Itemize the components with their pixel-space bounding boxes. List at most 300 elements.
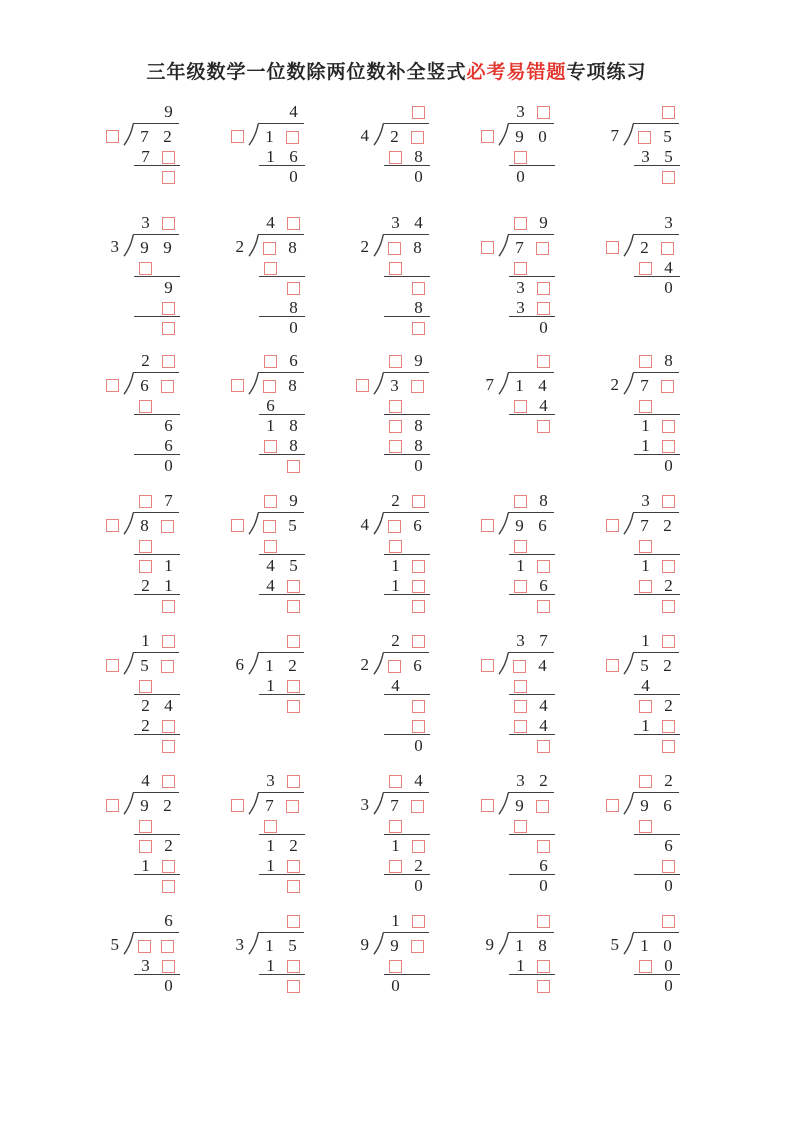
indent-spacer — [349, 735, 384, 755]
indent-spacer — [349, 395, 384, 415]
digit-cell: 2 — [663, 656, 672, 675]
indent-spacer — [599, 257, 634, 277]
quotient-cells — [384, 350, 430, 370]
digit-cell: 7 — [141, 147, 150, 166]
work-cells — [259, 815, 305, 835]
digit-cell: 4 — [289, 102, 298, 121]
answer-box — [287, 680, 300, 693]
work-row — [99, 855, 224, 875]
answer-box-cell — [282, 277, 305, 297]
answer-box — [514, 217, 527, 230]
divisor-box-slot — [224, 513, 248, 535]
digit-cell: 5 — [288, 516, 297, 535]
answer-box — [514, 700, 527, 713]
dividend-row — [99, 232, 224, 257]
quotient-row — [474, 909, 599, 930]
work-row — [599, 166, 724, 186]
answer-box — [412, 495, 425, 508]
work-row — [224, 146, 349, 166]
quotient-row — [599, 349, 724, 370]
digit-cell: 1 — [266, 147, 275, 166]
answer-box — [389, 400, 402, 413]
indent-spacer — [224, 975, 259, 995]
work-cells — [509, 146, 555, 166]
indent-spacer — [99, 555, 134, 575]
indent-spacer — [599, 166, 634, 186]
answer-box — [162, 355, 175, 368]
work-row — [599, 455, 724, 475]
answer-box — [162, 860, 175, 873]
dividend-cells — [133, 123, 179, 146]
indent-spacer — [474, 257, 509, 277]
work-cells — [259, 257, 305, 277]
divisor-digit: 3 — [235, 935, 244, 954]
answer-box — [106, 379, 119, 392]
quotient-cells — [384, 770, 430, 790]
answer-box — [231, 519, 244, 532]
work-row — [224, 317, 349, 337]
division-problem-r4c1 — [99, 489, 224, 629]
dividend-row — [349, 930, 474, 955]
digit-cell: 2 — [391, 631, 400, 650]
answer-box — [389, 420, 402, 433]
digit-cell: 5 — [640, 656, 649, 675]
digit-cell: 6 — [164, 436, 173, 455]
digit-cell — [134, 166, 157, 186]
indent-spacer — [99, 277, 134, 297]
work-row — [224, 975, 349, 995]
answer-box — [161, 380, 174, 393]
work-cells — [509, 675, 555, 695]
answer-box-cell — [384, 535, 407, 555]
quotient-row — [349, 100, 474, 121]
answer-box — [138, 940, 151, 953]
indent-spacer — [99, 675, 134, 695]
dividend-cells — [508, 652, 554, 675]
division-problem-r7c4 — [474, 909, 599, 995]
quotient-cells — [634, 490, 680, 510]
answer-box — [162, 720, 175, 733]
answer-box — [514, 151, 527, 164]
digit-cell — [157, 257, 180, 277]
divisor-digit: 7 — [485, 375, 494, 394]
work-row — [349, 555, 474, 575]
digit-cell: 3 — [516, 771, 525, 790]
answer-box — [388, 660, 401, 673]
work-row — [99, 815, 224, 835]
digit-cell — [259, 455, 282, 475]
digit-cell — [259, 297, 282, 317]
answer-box — [537, 960, 550, 973]
answer-box — [389, 860, 402, 873]
digit-cell — [134, 455, 157, 475]
digit-cell: 1 — [640, 936, 649, 955]
work-row — [474, 555, 599, 575]
answer-box-cell — [384, 395, 407, 415]
digit-cell — [259, 101, 282, 121]
work-cells — [384, 695, 430, 715]
divisor-box-slot — [474, 793, 498, 815]
answer-box — [412, 915, 425, 928]
work-cells — [134, 535, 180, 555]
answer-box — [389, 151, 402, 164]
digit-cell — [134, 101, 157, 121]
answer-box-cell — [657, 630, 680, 650]
divisor-digit: 4 — [360, 515, 369, 534]
answer-box — [514, 495, 527, 508]
indent-spacer — [349, 855, 384, 875]
work-cells — [134, 415, 180, 435]
work-cells — [384, 297, 430, 317]
dividend-cells — [383, 652, 429, 675]
indent-spacer — [99, 875, 134, 895]
quotient-row — [349, 629, 474, 650]
digit-cell — [509, 415, 532, 435]
digit-cell — [634, 166, 657, 186]
work-cells — [384, 277, 430, 297]
work-row — [599, 395, 724, 415]
divisor-digit: 7 — [610, 126, 619, 145]
digit-cell — [134, 875, 157, 895]
digit-cell: 1 — [265, 127, 274, 146]
dividend-cells — [633, 372, 679, 395]
problems-grid — [99, 100, 724, 995]
digit-cell: 8 — [288, 376, 297, 395]
work-row — [99, 455, 224, 475]
digit-cell: 9 — [539, 213, 548, 232]
indent-spacer — [599, 835, 634, 855]
answer-box — [662, 171, 675, 184]
digit-cell: 3 — [390, 376, 399, 395]
indent-spacer — [599, 955, 634, 975]
digit-cell: 0 — [539, 318, 548, 337]
division-problem-r1c2 — [224, 100, 349, 211]
answer-box — [287, 860, 300, 873]
answer-box-cell — [384, 350, 407, 370]
digit-cell: 1 — [266, 856, 275, 875]
answer-box — [411, 940, 424, 953]
indent-spacer — [599, 415, 634, 435]
answer-box — [162, 740, 175, 753]
work-row — [599, 975, 724, 995]
division-problem-r7c3 — [349, 909, 474, 995]
work-row — [474, 395, 599, 415]
work-cells — [134, 735, 180, 755]
answer-box — [606, 241, 619, 254]
digit-cell: 2 — [141, 351, 150, 370]
answer-box-cell — [384, 257, 407, 277]
work-row — [99, 166, 224, 186]
answer-box-cell — [134, 835, 157, 855]
digit-cell — [509, 875, 532, 895]
answer-box — [287, 980, 300, 993]
digit-cell: 2 — [664, 576, 673, 595]
answer-box-cell — [657, 166, 680, 186]
answer-box — [287, 880, 300, 893]
answer-box-cell — [384, 415, 407, 435]
work-row — [224, 297, 349, 317]
division-problem-r2c1 — [99, 211, 224, 349]
work-row — [474, 535, 599, 555]
indent-spacer — [474, 166, 509, 186]
digit-cell: 0 — [664, 956, 673, 975]
indent-spacer — [474, 875, 509, 895]
dividend-cells — [633, 512, 679, 535]
quotient-cells — [634, 770, 680, 790]
answer-box — [139, 680, 152, 693]
answer-box — [513, 660, 526, 673]
work-row — [99, 317, 224, 337]
digit-cell: 4 — [266, 576, 275, 595]
answer-box — [662, 635, 675, 648]
dividend-row — [474, 121, 599, 146]
dividend-row — [599, 650, 724, 675]
answer-box-cell — [157, 212, 180, 232]
indent-spacer — [474, 675, 509, 695]
digit-cell: 8 — [539, 491, 548, 510]
indent-spacer — [224, 317, 259, 337]
dividend-cells — [633, 652, 679, 675]
divisor-box-slot — [99, 124, 123, 146]
work-cells — [259, 975, 305, 995]
answer-box-cell — [157, 317, 180, 337]
digit-cell: 0 — [664, 876, 673, 895]
work-cells — [259, 955, 305, 975]
quotient-row — [599, 629, 724, 650]
work-row — [599, 815, 724, 835]
digit-cell: 3 — [141, 956, 150, 975]
answer-box-cell — [258, 515, 281, 535]
answer-box — [287, 915, 300, 928]
indent-spacer — [99, 395, 134, 415]
division-problem-r3c2 — [224, 349, 349, 489]
digit-cell: 2 — [288, 656, 297, 675]
indent-spacer — [599, 146, 634, 166]
digit-cell: 0 — [289, 167, 298, 186]
digit-cell: 3 — [664, 213, 673, 232]
digit-cell — [634, 455, 657, 475]
indent-spacer — [99, 297, 134, 317]
work-cells — [134, 695, 180, 715]
digit-cell: 6 — [164, 911, 173, 930]
division-problem-r4c4 — [474, 489, 599, 629]
work-row — [474, 815, 599, 835]
division-problem-r5c5 — [599, 629, 724, 769]
answer-box — [536, 242, 549, 255]
answer-box — [639, 775, 652, 788]
answer-box — [606, 659, 619, 672]
work-cells — [634, 146, 680, 166]
work-cells — [509, 835, 555, 855]
work-row — [224, 277, 349, 297]
answer-box — [537, 560, 550, 573]
division-problem-r2c3 — [349, 211, 474, 349]
answer-box — [514, 400, 527, 413]
digit-cell — [157, 675, 180, 695]
indent-spacer — [599, 455, 634, 475]
digit-cell — [509, 350, 532, 370]
dividend-cells — [508, 512, 554, 535]
digit-cell — [134, 317, 157, 337]
answer-box-cell — [656, 237, 679, 257]
work-cells — [259, 575, 305, 595]
divisor-box-slot — [99, 513, 123, 535]
answer-box-cell — [282, 875, 305, 895]
digit-cell — [634, 595, 657, 615]
indent-spacer — [599, 535, 634, 555]
digit-cell: 4 — [539, 716, 548, 735]
digit-cell — [157, 535, 180, 555]
digit-cell — [259, 695, 282, 715]
quotient-row — [99, 100, 224, 121]
work-cells — [634, 166, 680, 186]
quotient-cells — [634, 212, 680, 232]
worksheet-title — [0, 57, 793, 84]
work-cells — [134, 277, 180, 297]
dividend-cells — [508, 372, 554, 395]
dividend-cells — [383, 234, 429, 257]
answer-box-cell — [157, 735, 180, 755]
digit-cell: 7 — [265, 796, 274, 815]
digit-cell — [259, 630, 282, 650]
divisor-digit: 5 — [110, 935, 119, 954]
work-row — [599, 257, 724, 277]
work-row — [474, 575, 599, 595]
dividend-row — [224, 930, 349, 955]
digit-cell: 3 — [516, 102, 525, 121]
division-problem-r2c4 — [474, 211, 599, 349]
quotient-row — [99, 909, 224, 930]
division-problem-r6c3 — [349, 769, 474, 909]
work-row — [599, 955, 724, 975]
digit-cell: 2 — [163, 796, 172, 815]
answer-box-cell — [406, 795, 429, 815]
dividend-row — [599, 370, 724, 395]
answer-box — [106, 130, 119, 143]
digit-cell: 0 — [164, 456, 173, 475]
answer-box — [286, 131, 299, 144]
answer-box-cell — [282, 455, 305, 475]
division-problem-r1c5 — [599, 100, 724, 211]
divisor-box-slot — [599, 513, 623, 535]
divisor-digit: 4 — [360, 126, 369, 145]
digit-cell: 3 — [141, 213, 150, 232]
answer-box — [412, 580, 425, 593]
indent-spacer — [99, 166, 134, 186]
work-cells — [384, 595, 430, 615]
digit-cell: 1 — [266, 676, 275, 695]
indent-spacer — [599, 575, 634, 595]
title-suffix: 专项练习 — [566, 62, 647, 83]
divisor-box-slot — [99, 653, 123, 675]
digit-cell: 1 — [641, 436, 650, 455]
work-row — [349, 835, 474, 855]
answer-box-cell — [383, 237, 406, 257]
work-cells — [634, 835, 680, 855]
quotient-cells — [134, 212, 180, 232]
dividend-cells — [258, 372, 304, 395]
work-row — [349, 695, 474, 715]
division-problem-r3c4 — [474, 349, 599, 489]
answer-box-cell — [509, 675, 532, 695]
answer-box-cell — [156, 935, 179, 955]
quotient-cells — [384, 910, 430, 930]
answer-box-cell — [282, 212, 305, 232]
digit-cell — [509, 910, 532, 930]
division-problem-r5c1 — [99, 629, 224, 769]
dividend-row — [599, 121, 724, 146]
division-problem-r3c3 — [349, 349, 474, 489]
digit-cell: 2 — [539, 771, 548, 790]
work-row — [99, 575, 224, 595]
digit-cell: 0 — [538, 127, 547, 146]
work-row — [349, 166, 474, 186]
digit-cell: 0 — [414, 876, 423, 895]
answer-box-cell — [407, 910, 430, 930]
digit-cell: 7 — [539, 631, 548, 650]
work-cells — [634, 535, 680, 555]
digit-cell — [384, 317, 407, 337]
work-row — [474, 975, 599, 995]
indent-spacer — [99, 257, 134, 277]
work-cells — [134, 975, 180, 995]
answer-box-cell — [407, 595, 430, 615]
answer-box-cell — [532, 975, 555, 995]
indent-spacer — [349, 815, 384, 835]
answer-box — [412, 322, 425, 335]
indent-spacer — [474, 395, 509, 415]
quotient-cells — [509, 101, 555, 121]
answer-box — [661, 380, 674, 393]
dividend-cells — [258, 652, 304, 675]
digit-cell: 2 — [163, 127, 172, 146]
answer-box-cell — [657, 910, 680, 930]
indent-spacer — [99, 146, 134, 166]
answer-box-cell — [134, 535, 157, 555]
answer-box — [661, 242, 674, 255]
digit-cell — [259, 277, 282, 297]
work-row — [99, 715, 224, 735]
digit-cell: 7 — [390, 796, 399, 815]
work-cells — [509, 855, 555, 875]
work-row — [224, 695, 349, 715]
digit-cell: 4 — [538, 376, 547, 395]
answer-box-cell — [509, 146, 532, 166]
work-row — [474, 166, 599, 186]
quotient-cells — [634, 910, 680, 930]
answer-box-cell — [634, 575, 657, 595]
work-row — [99, 395, 224, 415]
answer-box — [388, 242, 401, 255]
answer-box — [537, 740, 550, 753]
work-cells — [509, 955, 555, 975]
work-cells — [134, 317, 180, 337]
answer-box-cell — [634, 257, 657, 277]
division-problem-r7c5 — [599, 909, 724, 995]
digit-cell: 9 — [140, 238, 149, 257]
digit-cell — [509, 317, 532, 337]
answer-box-cell — [657, 101, 680, 121]
dividend-row — [99, 790, 224, 815]
answer-box — [481, 799, 494, 812]
indent-spacer — [224, 297, 259, 317]
indent-spacer — [474, 535, 509, 555]
indent-spacer — [99, 735, 134, 755]
work-row — [474, 675, 599, 695]
answer-box-cell — [509, 257, 532, 277]
answer-box — [139, 400, 152, 413]
answer-box — [162, 880, 175, 893]
